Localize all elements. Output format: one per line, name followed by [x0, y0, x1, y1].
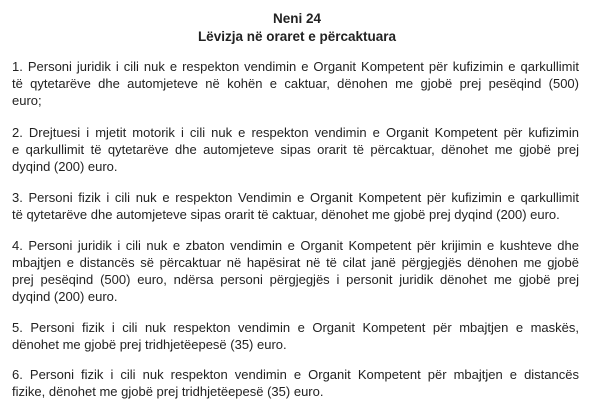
- paragraph-line: të qytetarëve dhe automjeteve në kohën e caktuar, dënohen me gjobë prej pesëqind (500): [12, 76, 579, 91]
- paragraph-line: 1. Personi juridik i cili nuk e respekton vendimin e Organit Kompetent për kufizimin e qarkullimit: [12, 59, 579, 74]
- paragraph-line: 2. Drejtuesi i mjetit motorik i cili nuk e respekton vendimin e Organit Kompetent për kufizimin: [12, 125, 579, 140]
- paragraph-1: [12, 58, 579, 109]
- paragraph-3: [12, 189, 579, 223]
- paragraph-5: [12, 319, 579, 353]
- paragraph-2: [12, 124, 579, 175]
- paragraph-line: e qarkullimit të qytetarëve dhe automjeteve sipas orarit të përcaktuar, dënohet me gjobë prej: [12, 142, 579, 157]
- paragraph-line: prej pesëqind (500) euro, ndërsa personi përgjegjës i personit juridik dënohet me gjobë prej: [12, 272, 579, 287]
- paragraph-line: dyqind (200) euro.: [12, 289, 118, 304]
- paragraph-line: 3. Personi fizik i cili nuk e respekton Vendimin e Organit Kompetent për kufizimin e qarkullimit: [12, 190, 579, 205]
- paragraph-line: 4. Personi juridik i cili nuk e zbaton vendimin e Organit Kompetent për krijimin e kushteve dhe: [12, 238, 579, 253]
- paragraph-line: mbajtjen e distancës së përcaktuar në hapësirat në të cilat janë përgjegjës dënohen me gjobë: [12, 255, 579, 270]
- paragraph-4: [12, 237, 579, 305]
- paragraph-6: [12, 366, 579, 400]
- paragraph-line: euro;: [12, 93, 42, 108]
- paragraph-line: të qytetarëve dhe automjeteve sipas orarit të caktuar, dënohet me gjobë prej dyqind (200) euro.: [12, 207, 560, 222]
- article-title: Lëvizja në oraret e përcaktuara: [197, 29, 397, 44]
- paragraph-line: 6. Personi fizik i cili nuk respekton vendimin e Organit Kompetent për mbajtjen e distancës: [12, 367, 579, 382]
- paragraph-line: dyqind (200) euro.: [12, 159, 118, 174]
- paragraph-line: dënohet me gjobë prej tridhjetëepesë (35) euro.: [12, 337, 287, 352]
- article-number: Neni 24: [272, 11, 322, 26]
- paragraph-line: fizike, dënohet me gjobë prej tridhjetëepesë (35) euro.: [12, 384, 324, 399]
- paragraph-line: 5. Personi fizik i cili nuk respekton vendimin e Organit Kompetent për mbajtjen e maskës,: [12, 320, 579, 335]
